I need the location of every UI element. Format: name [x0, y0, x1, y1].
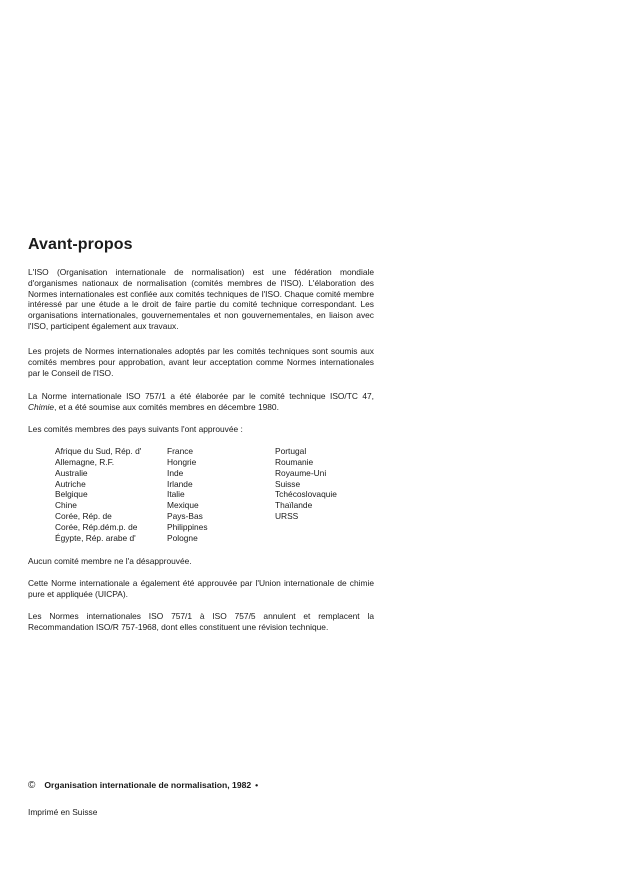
committee-text-after: , et a été soumise aux comités membres en décembre 1980.	[54, 401, 279, 412]
revision-paragraph: Les Normes internationales ISO 757/1 à ISO 757/5 annulent et remplacent la Recommandation ISO/R 757-1968, dont elles constituent une révision technique.	[28, 611, 374, 632]
disapproval-paragraph: Aucun comité membre ne l'a désapprouvée.	[28, 556, 192, 566]
committee-text-before: La Norme internationale ISO 757/1 a été élaborée par le comité technique ISO/TC 47,	[28, 391, 374, 401]
country-item: Mexique	[167, 500, 199, 511]
country-item: Thaïlande	[275, 500, 313, 511]
country-item: Tchécoslovaquie	[275, 489, 337, 500]
country-item: Italie	[167, 489, 185, 500]
committee-name: Chimie	[28, 401, 55, 412]
country-item: Suisse	[275, 478, 301, 489]
country-item: Portugal	[275, 446, 307, 456]
countries-column-3	[275, 446, 337, 522]
intro-paragraph: L'ISO (Organisation internationale de normalisation) est une fédération mondiale d'organismes nationaux de normalisation (comités membres de l'ISO). L'élaboration des Normes internationales est confiée aux comités techniques de l'ISO. Chaque comité membre intéressé par une étude a le droit de faire partie du comité technique correspondant. Les organisations internationales, gouvernementales et non gouvernementales, en liaison avec l'ISO, participent également aux travaux.	[28, 267, 374, 331]
country-item: Afrique du Sud, Rép. d'	[55, 446, 142, 456]
copyright-icon: ©	[28, 780, 36, 791]
countries-column-2	[167, 446, 208, 544]
country-item: France	[167, 446, 194, 456]
country-item: Corée, Rép.dém.p. de	[55, 521, 138, 532]
copyright-text: Organisation internationale de normalisation, 1982	[44, 780, 252, 790]
approval-paragraph: Les projets de Normes internationales adoptés par les comités techniques sont soumis aux comités membres pour approbation, avant leur acceptation comme Normes internationales par le Conseil de l'ISO.	[28, 346, 374, 378]
printed-in: Imprimé en Suisse	[28, 807, 98, 817]
committee-paragraph	[28, 391, 374, 413]
country-item: Pays-Bas	[167, 511, 203, 522]
countries-column-1	[55, 446, 141, 544]
country-item: Corée, Rép. de	[55, 511, 112, 522]
country-item: Belgique	[55, 489, 88, 500]
countries-intro: Les comités membres des pays suivants l'ont approuvée :	[28, 424, 243, 434]
country-item: Pologne	[167, 532, 198, 543]
iupac-paragraph: Cette Norme internationale a également été approuvée par l'Union internationale de chimie pure et appliquée (UICPA).	[28, 578, 374, 599]
bullet-icon: •	[255, 780, 259, 790]
copyright-line	[28, 780, 258, 791]
page-title: Avant-propos	[28, 236, 133, 253]
country-item: Roumanie	[275, 456, 314, 467]
country-item: Australie	[55, 467, 88, 478]
country-item: Royaume-Uni	[275, 467, 327, 478]
country-item: Irlande	[167, 478, 193, 489]
country-item: Inde	[167, 467, 184, 478]
country-item: Philippines	[167, 521, 208, 532]
country-item: Autriche	[55, 478, 86, 489]
country-item: Chine	[55, 500, 77, 511]
country-item: Allemagne, R.F.	[55, 456, 115, 467]
country-item: Hongrie	[167, 456, 197, 467]
country-item: URSS	[275, 511, 299, 522]
country-item: Égypte, Rép. arabe d'	[55, 532, 136, 543]
